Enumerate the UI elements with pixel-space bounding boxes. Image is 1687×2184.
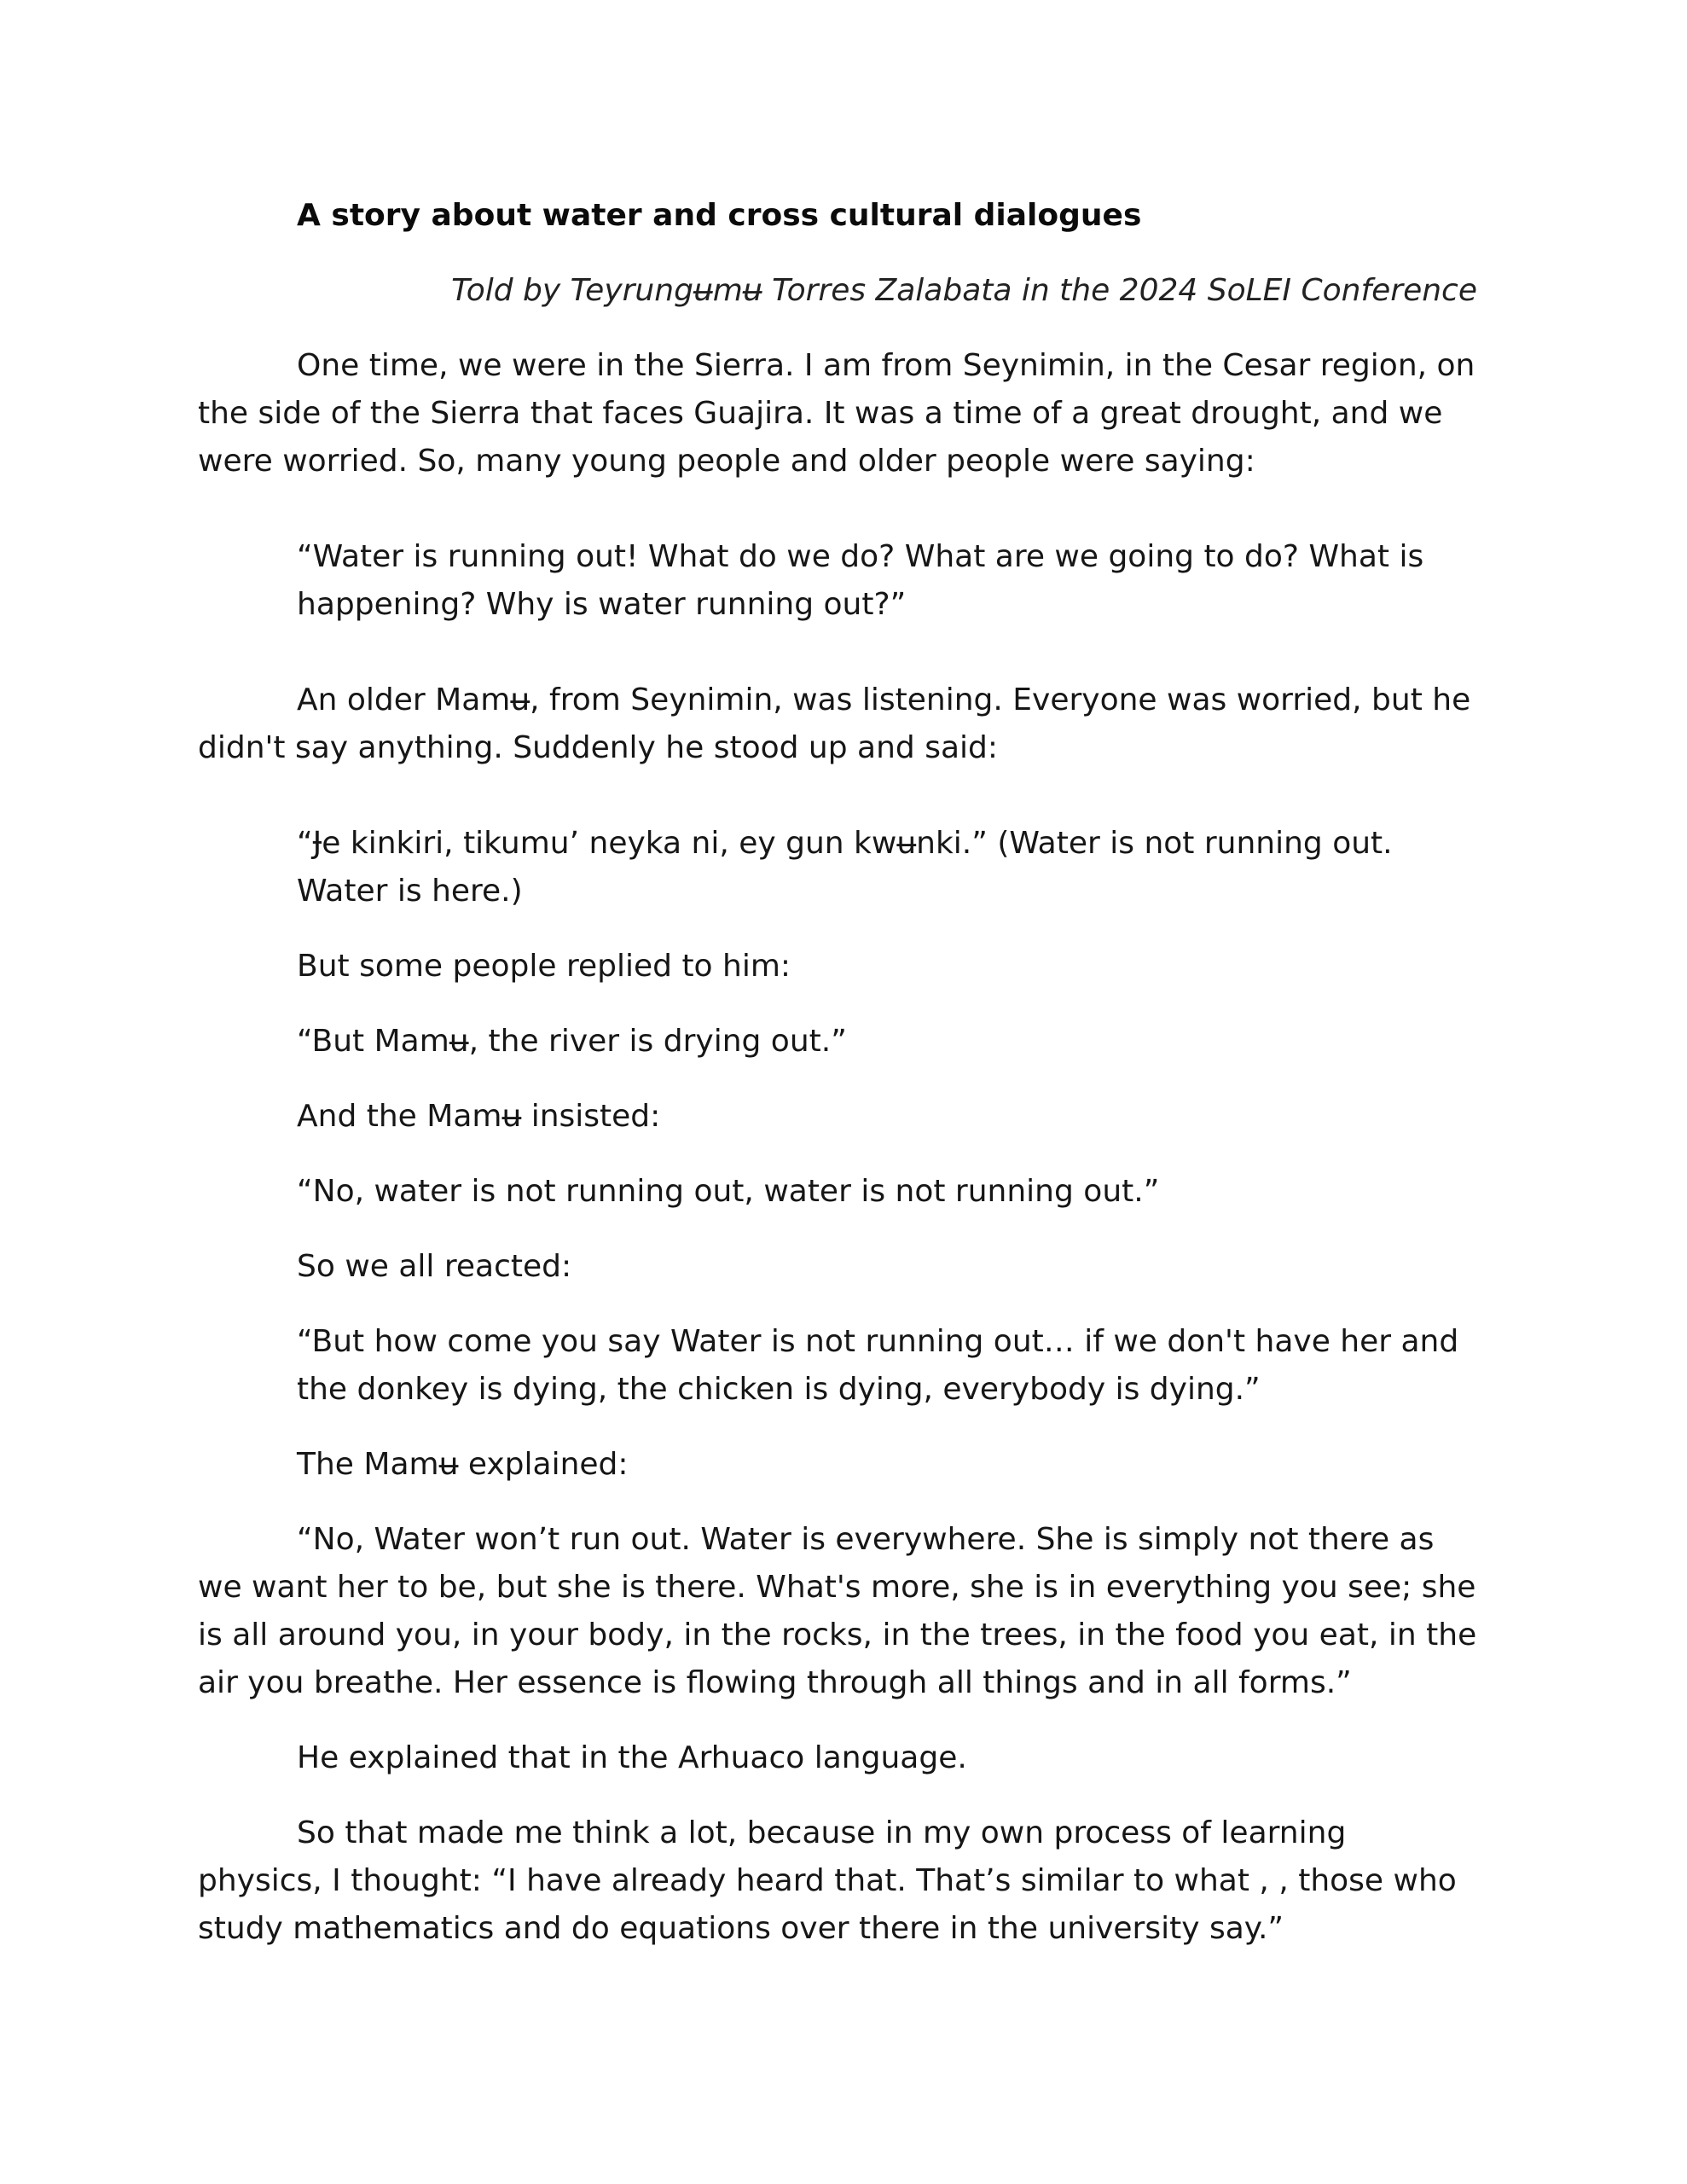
paragraph: An older Mamʉ, from Seynimin, was listening. Everyone was worried, but he didn't say anything. Suddenly he stood up and said: (198, 682, 1471, 765)
paragraph: One time, we were in the Sierra. I am from Seynimin, in the Cesar region, on the side of the Sierra that faces Guajira. It was a time of a great drought, and we were worried. So, many young people and older people were saying: (198, 348, 1475, 479)
document-byline: Told by Teyrungʉmʉ Torres Zalabata in the 2024 SoLEI Conference (451, 273, 1477, 308)
quote-block: “Water is running out! What do we do? What are we going to do? What is happening? Why is water running out?” (297, 539, 1424, 622)
document-title: A story about water and cross cultural dialogues (297, 198, 1142, 233)
quote-block: “But how come you say Water is not running out… if we don't have her and the donkey is dying, the chicken is dying, everybody is dying.” (297, 1324, 1459, 1407)
document-page (198, 192, 1477, 1953)
paragraph: He explained that in the Arhuaco language. (297, 1740, 967, 1775)
quote-block: “But Mamʉ, the river is drying out.” (297, 1024, 847, 1059)
quote-paragraph: “No, Water won’t run out. Water is everywhere. She is simply not there as we want her to be, but she is there. What's more, she is in everything you see; she is all around you, in your body, in the rocks, in the trees, in the food you eat, in the air you breathe. Her essence is flowing through all things and in all forms.” (198, 1522, 1477, 1700)
paragraph: The Mamʉ explained: (297, 1447, 629, 1482)
quote-block: “No, water is not running out, water is not running out.” (297, 1174, 1160, 1209)
paragraph: And the Mamʉ insisted: (297, 1099, 661, 1134)
quote-block: “Ɉe kinkiri, tikumu’ neyka ni, ey gun kwʉnki.” (Water is not running out. Water is here.) (297, 826, 1393, 909)
paragraph: So that made me think a lot, because in my own process of learning physics, I thought: “I have already heard that. That’s similar to what , , those who study mathematics and do equations over there in the university say.” (198, 1815, 1457, 1946)
paragraph: But some people replied to him: (297, 949, 791, 984)
paragraph: So we all reacted: (297, 1249, 572, 1284)
